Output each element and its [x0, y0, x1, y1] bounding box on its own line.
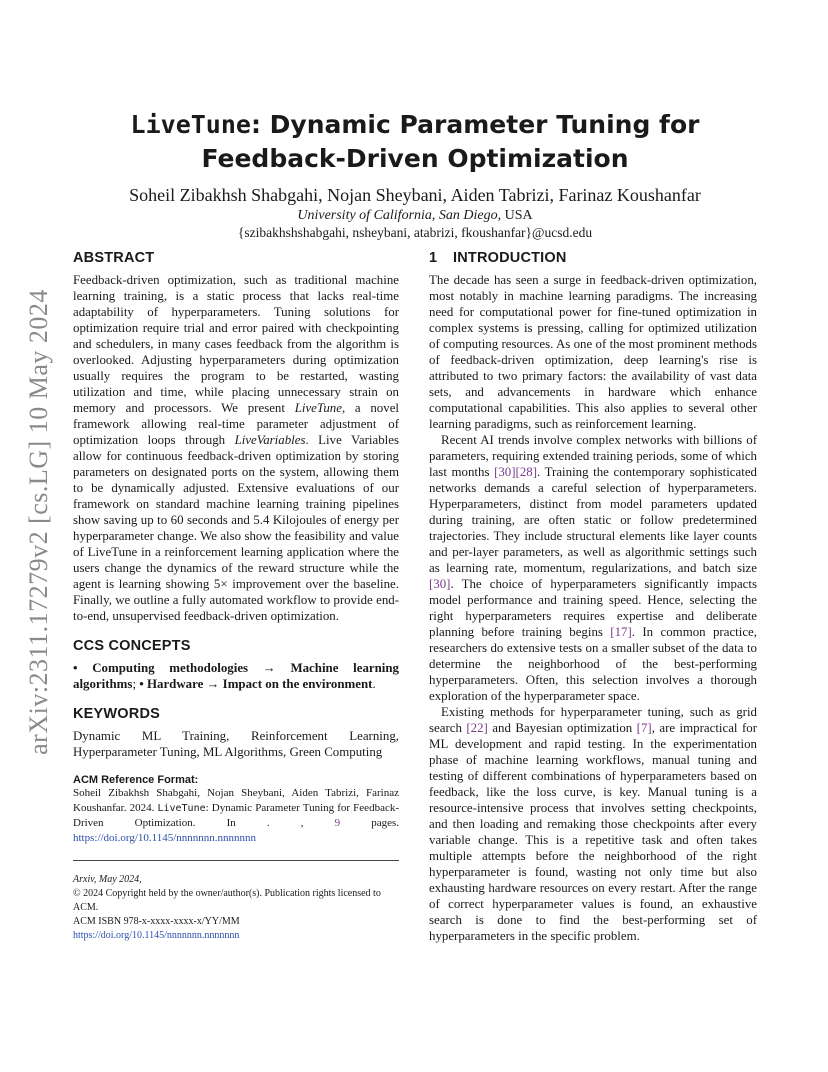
arxiv-sidebar [14, 272, 64, 772]
intro-p2-part-a: Recent AI trends involve complex networks with billions of parameters, requiring extended training periods, some of which last months [429, 433, 757, 479]
ccs-arrow-2: → [203, 677, 223, 691]
abstract-part-b: , a novel framework allowing real-time parameter adjustment of optimization loops through [73, 401, 400, 447]
paper-title [74, 108, 756, 176]
title-system-name: LiveTune [130, 110, 251, 139]
author-list: Soheil Zibakhsh Shabgahi, Nojan Sheybani, Aiden Tabrizi, Farinaz Koushanfar [129, 185, 701, 205]
abstract-text [73, 272, 399, 624]
intro-p3-part-b: and Bayesian optimization [487, 721, 637, 735]
footnote-venue: Arxiv, May 2024, [73, 874, 142, 885]
ccs-term-4: Impact on the environment [222, 677, 373, 691]
abstract-emph-livetune: LiveTune [294, 401, 342, 415]
acm-ref-part-c: pages. [340, 817, 399, 829]
ccs-separator: ; [132, 677, 140, 691]
ccs-heading: CCS CONCEPTS [73, 638, 191, 654]
acm-reference-text [73, 786, 399, 846]
ccs-term-3: • Hardware [139, 677, 204, 691]
acm-ref-part-a: Soheil Zibakhsh Shabgahi, Nojan Sheybani, Aiden Tabrizi, Farinaz Koushanfar. 2024. [73, 787, 399, 814]
intro-p2-part-d: . The choice of hyperparameters significantly impacts model performance and training speed. Hence, selecting the right hyperparameters requires expertise and deliberate planning before training begins [429, 577, 757, 639]
intro-p2-part-e: . In common practice, researchers do extensive tests on a smaller subset of the data to determine the neighborhood of the best-performing hyperparameters. Often, this selection involves a thorough exploration of the hyperparameter space. [429, 625, 757, 703]
acm-ref-system-name: LiveTune [157, 803, 206, 814]
intro-p2-part-b: . Training the contemporary sophisticated networks demands a careful selection of hyperparameters. Hyperparameters, distinct from model parameters updated during training, are often static or follow predetermined trajectories. They include structural elements like layer counts and per-layer parameters, as well as algorithmic settings such as learning rate, momentum, regularizations, and batch size [429, 465, 757, 575]
intro-section-number: 1 [429, 250, 438, 266]
keywords-heading: KEYWORDS [73, 706, 160, 722]
ccs-text [73, 660, 399, 692]
ccs-arrow-1: → [248, 661, 291, 675]
keywords-text: Dynamic ML Training, Reinforcement Learning, Hyperparameter Tuning, ML Algorithms, Green Computing [73, 729, 399, 759]
right-column [429, 250, 757, 944]
acm-reference-heading: ACM Reference Format: [73, 774, 199, 786]
left-column [73, 250, 399, 943]
abstract-part-a: Feedback-driven optimization, such as traditional machine learning training, is a static process that lacks real-time adaptability of hyperparameters. Tuning solutions for optimization require trial and error paired with checkpointing and schedulers, in many cases feedback from the algorithm is overlooked. Adjusting hyperparameters during optimization usually requires the program to be restarted, wasting utilization and time, while placing unnecessary strain on memory and processors. We present [73, 273, 399, 415]
intro-p3-part-c: , are impractical for ML development and rapid testing. In the experimentation phase of machine learning workflows, manual tuning and testing of different combinations of hyperparameters based on feedback, like the loss curve, is key. Manual tuning is a resource-intensive process that involves setting checkpoints, and then loading and remaking those checkpoints after every variable change. This is a repetitive task and often takes multiple attempts before the neighborhood of the right hyperparameter is found, wasting not only time but also exhausting hardware resources on every restart. After the range of correct hyperparameter values is found, an exhaustive search is done to find the best-performing set of hyperparameters in the specific problem. [429, 721, 757, 943]
country: , USA [497, 208, 533, 223]
acm-ref-doi-link[interactable]: https://doi.org/10.1145/nnnnnnn.nnnnnnn [73, 832, 257, 844]
abstract-part-c: . Live Variables allow for continuous feedback-driven optimization by storing parameters on designated ports on the system, allowing them to be dynamically adjusted. Extensive evaluations of our framework on standard machine learning training pipelines show saving up to 60 seconds and 5.4 Kilojoules of energy per hyperparameter change. We also show the feasibility and value of LiveTune in a reinforcement learning application where the users change the dynamics of the reward structure while the agent is learning showing 5× improvement over the baseline. Finally, we outline a fully automated workflow to provide end-to-end, unsupervised feedback-driven optimization. [73, 433, 399, 623]
citation-7[interactable]: [7] [636, 721, 652, 735]
footnote-copyright: © 2024 Copyright held by the owner/author(s). Publication rights licensed to ACM. [73, 888, 381, 913]
intro-paragraph-1: The decade has seen a surge in feedback-driven optimization, most notably in machine learning paradigms. The increasing need for computational power for fine-tuned optimization in complex systems is pressing, calling for optimized utilization of computing resources. As one of the most prominent methods of feedback-driven optimization, deep learning's rise is attributed to two primary factors: the availability of vast data sets, and advancements in hardware which enhance computational capabilities. This also applies to several other learning paradigms, such as reinforcement learning. [429, 273, 757, 431]
intro-heading [429, 250, 757, 266]
footnote-isbn: ACM ISBN 978-x-xxxx-xxxx-x/YY/MM [73, 916, 240, 927]
footnote-divider [73, 860, 399, 861]
footnote-doi-link[interactable]: https://doi.org/10.1145/nnnnnnn.nnnnnnn [73, 930, 240, 941]
title-line-1: : Dynamic Parameter Tuning for [250, 110, 700, 139]
abstract-heading: ABSTRACT [73, 250, 155, 266]
intro-p3-part-a: Existing methods for hyperparameter tuning, such as grid search [429, 705, 757, 735]
citation-30-b[interactable]: [30] [429, 577, 451, 591]
affiliation [74, 207, 756, 224]
citation-30[interactable]: [30] [494, 465, 516, 479]
citation-22[interactable]: [22] [466, 721, 488, 735]
acm-ref-pages-link[interactable]: 9 [334, 817, 341, 829]
citation-17[interactable]: [17] [610, 625, 632, 639]
institution: University of California, San Diego [297, 208, 498, 223]
arxiv-identifier: arXiv:2311.17279v2 [cs.LG] 10 May 2024 [24, 289, 53, 755]
title-line-2: Feedback-Driven Optimization [201, 144, 629, 173]
acm-ref-part-b: : Dynamic Parameter Tuning for Feedback-Driven Optimization. In . , [73, 802, 399, 829]
ccs-end: . [372, 677, 376, 691]
intro-heading-text: INTRODUCTION [453, 250, 567, 266]
footnote [73, 873, 399, 943]
intro-paragraph-3 [429, 704, 757, 944]
author-emails: {szibakhshshabgahi, nsheybani, atabrizi, fkoushanfar}@ucsd.edu [237, 225, 593, 240]
intro-paragraph-2 [429, 432, 757, 704]
ccs-term-1: • Computing methodologies [73, 661, 249, 675]
citation-28[interactable]: [28] [515, 465, 538, 479]
abstract-emph-livevariables: LiveVariables [234, 433, 306, 447]
ccs-term-2: Machine learning algorithms [73, 661, 399, 691]
